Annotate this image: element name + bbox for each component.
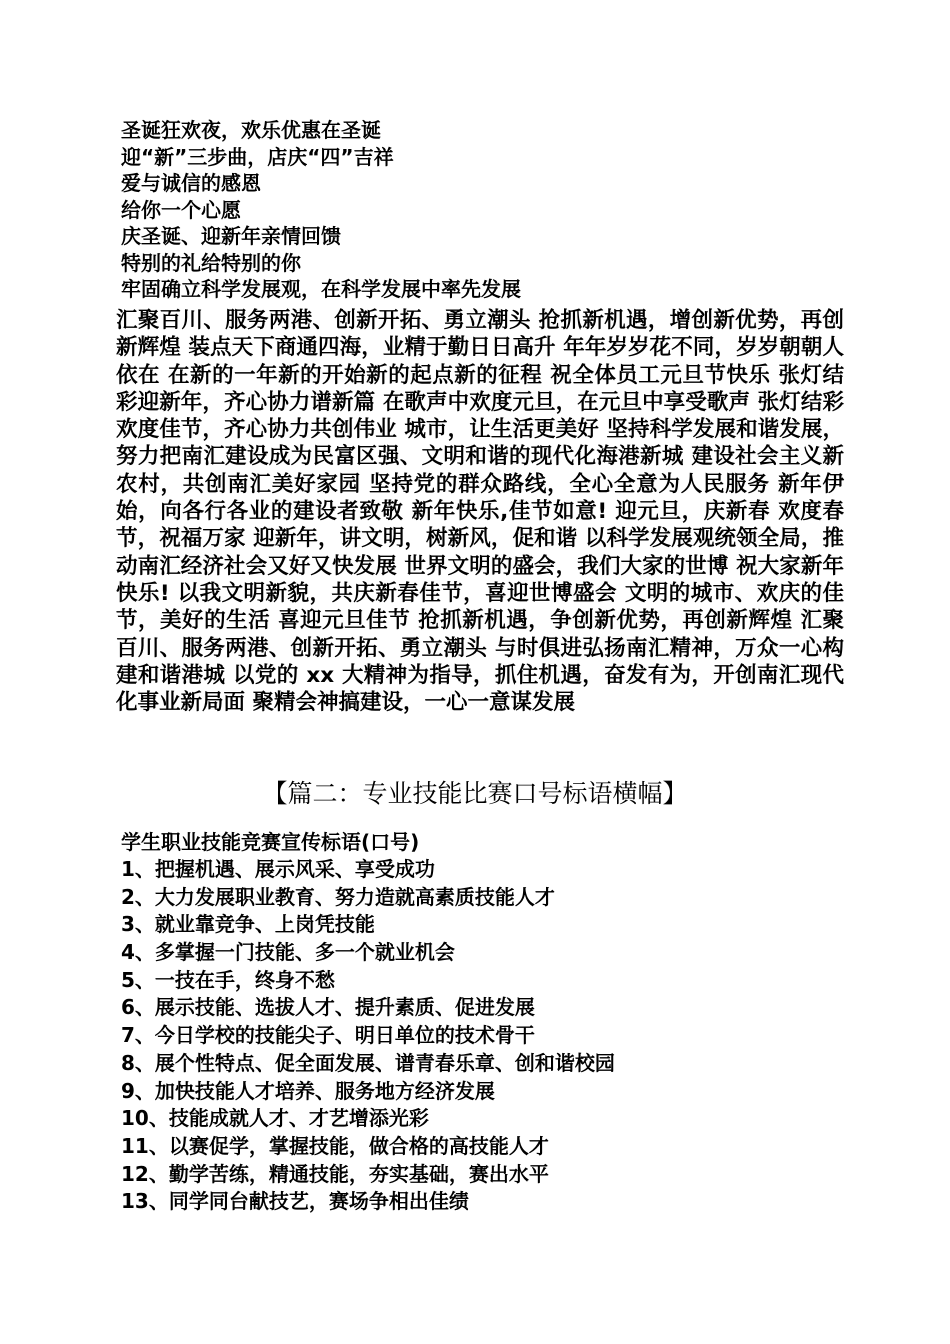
list-item: 6、展示技能、选拔人才、提升素质、促进发展 xyxy=(121,995,535,1020)
list-item: 13、同学同台献技艺，赛场争相出佳绩 xyxy=(121,1189,469,1214)
list-item: 2、大力发展职业教育、努力造就高素质技能人才 xyxy=(121,884,555,909)
intro-slogan-line: 迎“新”三步曲，店庆“四”吉祥 xyxy=(121,144,394,169)
list-item: 8、展个性特点、促全面发展、谱青春乐章、创和谐校园 xyxy=(121,1050,615,1075)
intro-slogan-list xyxy=(121,117,821,303)
list-item: 7、今日学校的技能尖子、明日单位的技术骨干 xyxy=(121,1023,535,1048)
list-title: 学生职业技能竞赛宣传标语(口号) xyxy=(121,830,420,854)
list-item: 12、勤学苦练，精通技能，夯实基础，赛出水平 xyxy=(121,1161,549,1186)
intro-slogan-line: 圣诞狂欢夜，欢乐优惠在圣诞 xyxy=(121,118,381,142)
intro-slogan-line: 特别的礼给特别的你 xyxy=(121,250,301,275)
slogan-paragraph: 汇聚百川、服务两港、创新开拓、勇立潮头 抢抓新机遇，增创新优势，再创新辉煌 装点天下商通四海，业精于勤日日高升 年年岁岁花不同，岁岁朝朝人依在 在新的一年新的开始新的起点新的征程 祝全体员工元旦节快乐 张灯结彩迎新年，齐心协力谱新篇 在歌声中欢度元旦，在元旦中享受歌声 张灯结彩欢度佳节，齐心协力共创伟业 城市，让生活更美好 坚持科学发展和谐发展，努力把南汇建设成为民富区强、文明和谐的现代化海港新城 建设社会主义新农村，共创南汇美好家园 坚持党的群众路线，全心全意为人民服务 新年伊始，向各行各业的建设者致敬 新年快乐,佳节如意! 迎元旦，庆新春 欢度春节，祝福万家 迎新年，讲文明，树新风，促和谐 以科学发展观统领全局，推动南汇经济社会又好又快发展 世界文明的盛会，我们大家的世博 祝大家新年快乐! 以我文明新貌，共庆新春佳节，喜迎世博盛会 文明的城市、欢庆的佳节，美好的生活 喜迎元旦佳节 抢抓新机遇，争创新优势，再创新辉煌 汇聚百川、服务两港、创新开拓、勇立潮头 与时俱进弘扬南汇精神，万众一心构建和谐港城 以党的 xx 大精神为指导，抓住机遇，奋发有为，开创南汇现代化事业新局面 聚精会神搞建设，一心一意谋发展 xyxy=(116,308,844,716)
intro-slogan-line: 爱与诚信的感恩 xyxy=(121,171,261,195)
list-item: 10、技能成就人才、才艺增添光彩 xyxy=(121,1106,429,1131)
intro-slogan-line: 牢固确立科学发展观，在科学发展中率先发展 xyxy=(121,277,521,301)
list-item: 9、加快技能人才培养、服务地方经济发展 xyxy=(121,1078,495,1103)
list-item: 11、以赛促学，掌握技能，做合格的高技能人才 xyxy=(121,1133,549,1158)
list-item: 4、多掌握一门技能、多一个就业机会 xyxy=(121,940,455,965)
section-heading: 【篇二：专业技能比赛口号标语横幅】 xyxy=(262,779,688,808)
intro-slogan-line: 庆圣诞、迎新年亲情回馈 xyxy=(121,224,341,248)
intro-slogan-line: 给你一个心愿 xyxy=(121,197,241,222)
skills-slogan-list xyxy=(121,828,821,1216)
list-item: 5、一技在手，终身不愁 xyxy=(121,967,335,992)
list-item: 3、就业靠竞争、上岗凭技能 xyxy=(121,912,375,937)
list-item: 1、把握机遇、展示风采、享受成功 xyxy=(121,857,435,881)
